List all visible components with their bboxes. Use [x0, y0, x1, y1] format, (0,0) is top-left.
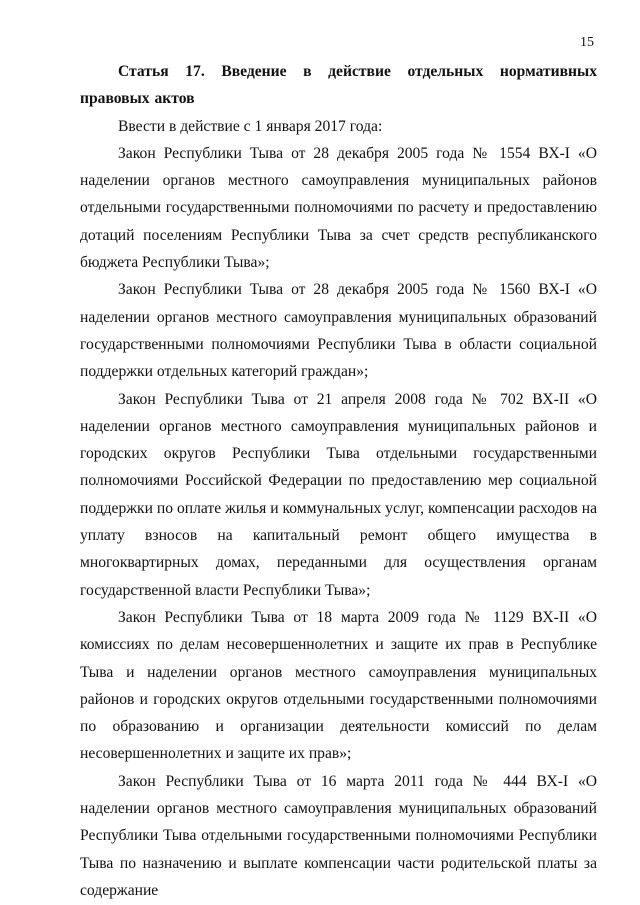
law-paragraph-5: Закон Республики Тыва от 16 марта 2011 года № 444 ВХ-I «О наделении органов местного самоуправления муниципальных образований Республики Тыва отдельными государственными полномочиями Республики Тыва по назначению и выплате компенсации части родительской платы за содержание	[80, 772, 597, 899]
law-paragraph-3: Закон Республики Тыва от 21 апреля 2008 года № 702 ВХ-II «О наделении органов местного самоуправления муниципальных районов и городских округов Республики Тыва отдельными государственными полномочиями Российской Федерации по предоставлению мер социальной поддержки по оплате жилья и коммунальных услуг, компенсации расходов на уплату взносов на капитальный ремонт общего имущества в многоквартирных домах, переданными для осуществления органам государственной власти Республики Тыва»;	[80, 390, 597, 599]
law-paragraph-2: Закон Республики Тыва от 28 декабря 2005 года № 1560 ВХ-I «О наделении органов местного самоуправления муниципальных образований государственными полномочиями Республики Тыва в области социальной поддержки отдельных категорий граждан»;	[80, 281, 597, 381]
article-intro: Ввести в действие с 1 января 2017 года:	[118, 117, 383, 135]
article-body	[80, 58, 597, 904]
article-heading: Статья 17. Введение в действие отдельных нормативных правовых актов	[80, 63, 597, 108]
page-number: 15	[580, 35, 594, 50]
law-paragraph-1: Закон Республики Тыва от 28 декабря 2005 года № 1554 ВХ-I «О наделении органов местного самоуправления муниципальных районов отдельными государственными полномочиями по расчету и предоставлению дотаций поселениям Республики Тыва за счет средств республиканского бюджета Республики Тыва»;	[80, 144, 597, 272]
law-paragraph-4: Закон Республики Тыва от 18 марта 2009 года № 1129 ВХ-II «О комиссиях по делам несовершеннолетних и защите их прав в Республике Тыва и наделении органов местного самоуправления муниципальных районов и городских округов отдельными государственными полномочиями по образованию и организации деятельности комиссий по делам несовершеннолетних и защите их прав»;	[80, 608, 597, 763]
